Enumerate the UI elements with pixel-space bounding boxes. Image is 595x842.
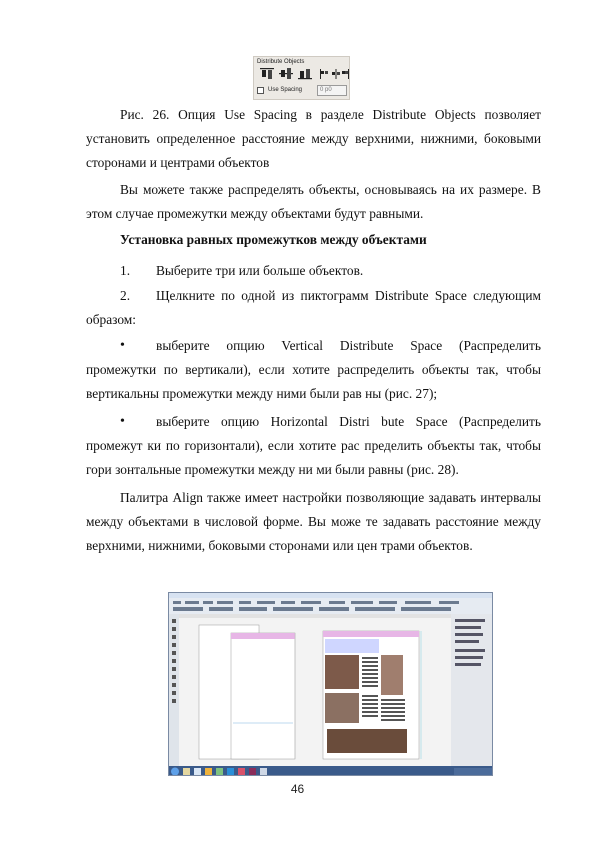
step-text: Щелкните по одной из пиктограмм Distribute Space следующим [156,288,541,303]
distribute-bottom-icon[interactable] [297,67,313,80]
figure-caption: Рис. 26. Опция Use Spacing в разделе Distribute Objects позволяет установить определенное расстояние между верхними, нижними, боковыми сторонами и центрами объектов [86,107,541,170]
distribute-icons [257,67,349,81]
panel-title: Distribute Objects [257,59,305,65]
distribute-center-v-icon[interactable] [278,67,294,80]
step-number: 2. [120,288,131,303]
step-continuation: образом: [86,312,136,327]
spacing-value-input[interactable]: 0 p0 [317,85,347,96]
distribute-objects-panel [253,56,350,100]
step-text: Выберите три или больше объектов. [156,263,364,278]
screenshot-graphic [169,593,493,776]
distribute-left-icon[interactable] [319,67,329,80]
indesign-screenshot [168,592,493,776]
bullet-mark: • [120,338,125,353]
use-spacing-label: Use Spacing [268,87,303,93]
bullet-text: выберите опцию Vertical Distribute Space (Распределить [156,338,541,353]
distribute-top-icon[interactable] [259,67,275,80]
use-spacing-checkbox[interactable] [257,87,264,94]
bullet-mark: • [120,414,125,429]
bullet-text-continued: промежут ки по горизонтали), если хотите рас пределить объекты так, чтобы гори зонтальные промежутки между ни ми были равны (рис. 28). [86,438,541,477]
use-spacing-row [257,85,349,97]
page-number: 46 [290,782,305,796]
bullet-text-continued: промежутки по вертикали), если хотите распределить объекты так, чтобы вертикальны промежутки между ними были рав ны (рис. 27); [86,362,541,401]
paragraph: Палитра Align также имеет настройки позволяющие задавать интервалы между объектами в числовой форме. Вы може те задавать расстояние между верхними, нижними, боковыми сторонами или цен трами объектов. [86,490,541,553]
bullet-text: выберите опцию Horizontal Distri bute Space (Распределить [156,414,541,429]
distribute-center-h-icon[interactable] [331,67,341,80]
paragraph: Вы можете также распределять объекты, основываясь на их размере. В этом случае промежутки между объектами будут равными. [86,182,541,221]
section-heading: Установка равных промежутков между объектами [120,232,427,247]
step-number: 1. [120,263,131,278]
distribute-right-icon[interactable] [341,67,350,80]
